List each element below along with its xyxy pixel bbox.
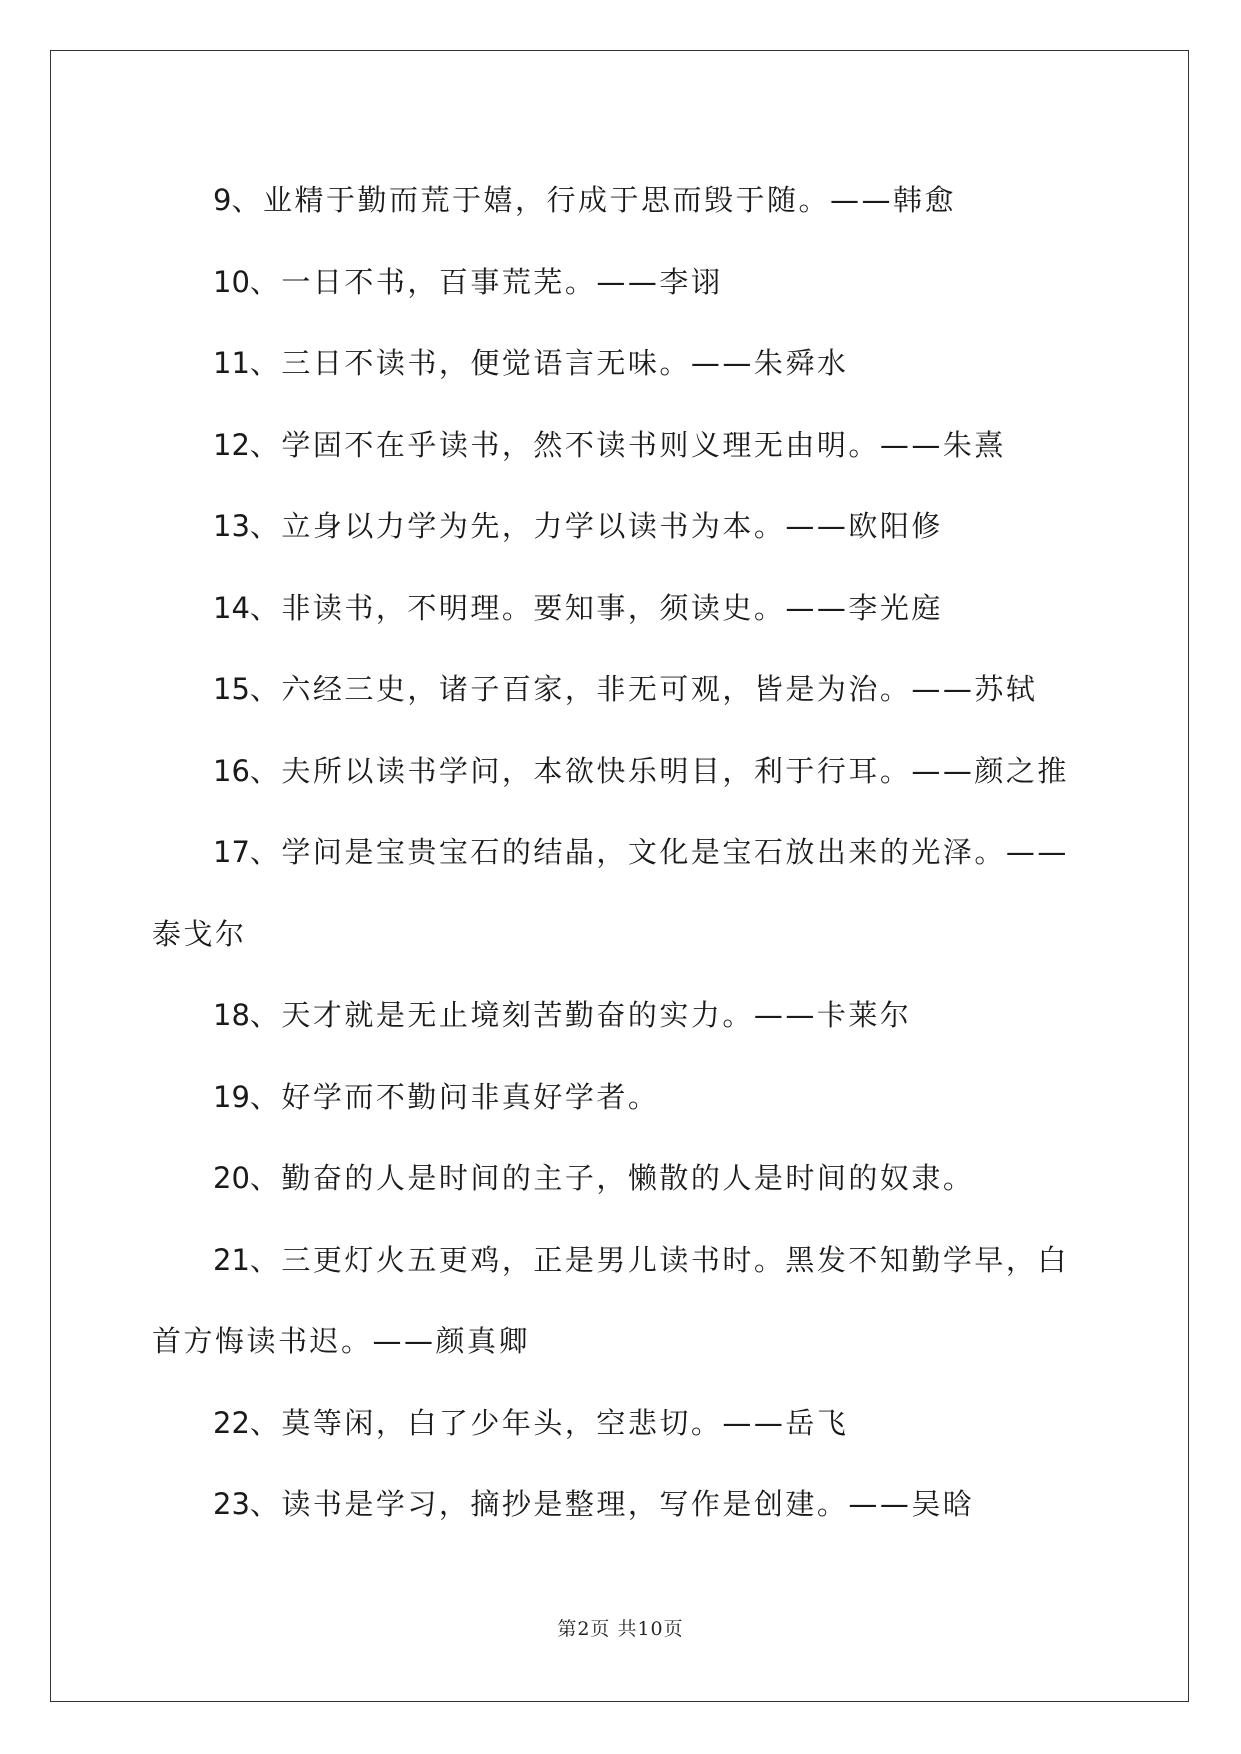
quote-paragraph: 21、三更灯火五更鸡，正是男儿读书时。黑发不知勤学早，白首方悔读书迟。——颜真卿 [152, 1242, 1069, 1358]
quote-paragraph: 20、勤奋的人是时间的主子，懒散的人是时间的奴隶。 [213, 1161, 975, 1195]
quote-paragraph: 16、夫所以读书学问，本欲快乐明目，利于行耳。——颜之推 [213, 753, 1069, 788]
quote-paragraph: 15、六经三史，诸子百家，非无可观，皆是为治。——苏轼 [213, 672, 1038, 706]
quote-paragraph: 9、业精于勤而荒于嬉，行成于思而毁于随。——韩愈 [213, 183, 956, 217]
quote-paragraph: 17、学问是宝贵宝石的结晶，文化是宝石放出来的光泽。——泰戈尔 [152, 835, 1069, 951]
page-number-footer: 第2页 共10页 [557, 1618, 684, 1640]
quote-paragraph: 23、读书是学习，摘抄是整理，写作是创建。——吴晗 [213, 1487, 975, 1521]
quote-paragraph: 14、非读书，不明理。要知事，须读史。——李光庭 [213, 590, 943, 625]
quote-paragraph: 10、一日不书，百事荒芜。——李诩 [213, 264, 723, 299]
quote-paragraph: 11、三日不读书，便觉语言无味。——朱舜水 [213, 346, 849, 380]
quote-paragraph: 12、学固不在乎读书，然不读书则义理无由明。——朱熹 [213, 427, 1006, 462]
quote-paragraph: 22、莫等闲，白了少年头，空悲切。——岳飞 [213, 1405, 849, 1440]
quote-paragraph: 18、天才就是无止境刻苦勤奋的实力。——卡莱尔 [213, 998, 912, 1032]
document-body [152, 160, 1092, 1546]
quote-paragraph: 19、好学而不勤问非真好学者。 [213, 1079, 660, 1114]
quote-paragraph: 13、立身以力学为先，力学以读书为本。——欧阳修 [213, 509, 943, 543]
